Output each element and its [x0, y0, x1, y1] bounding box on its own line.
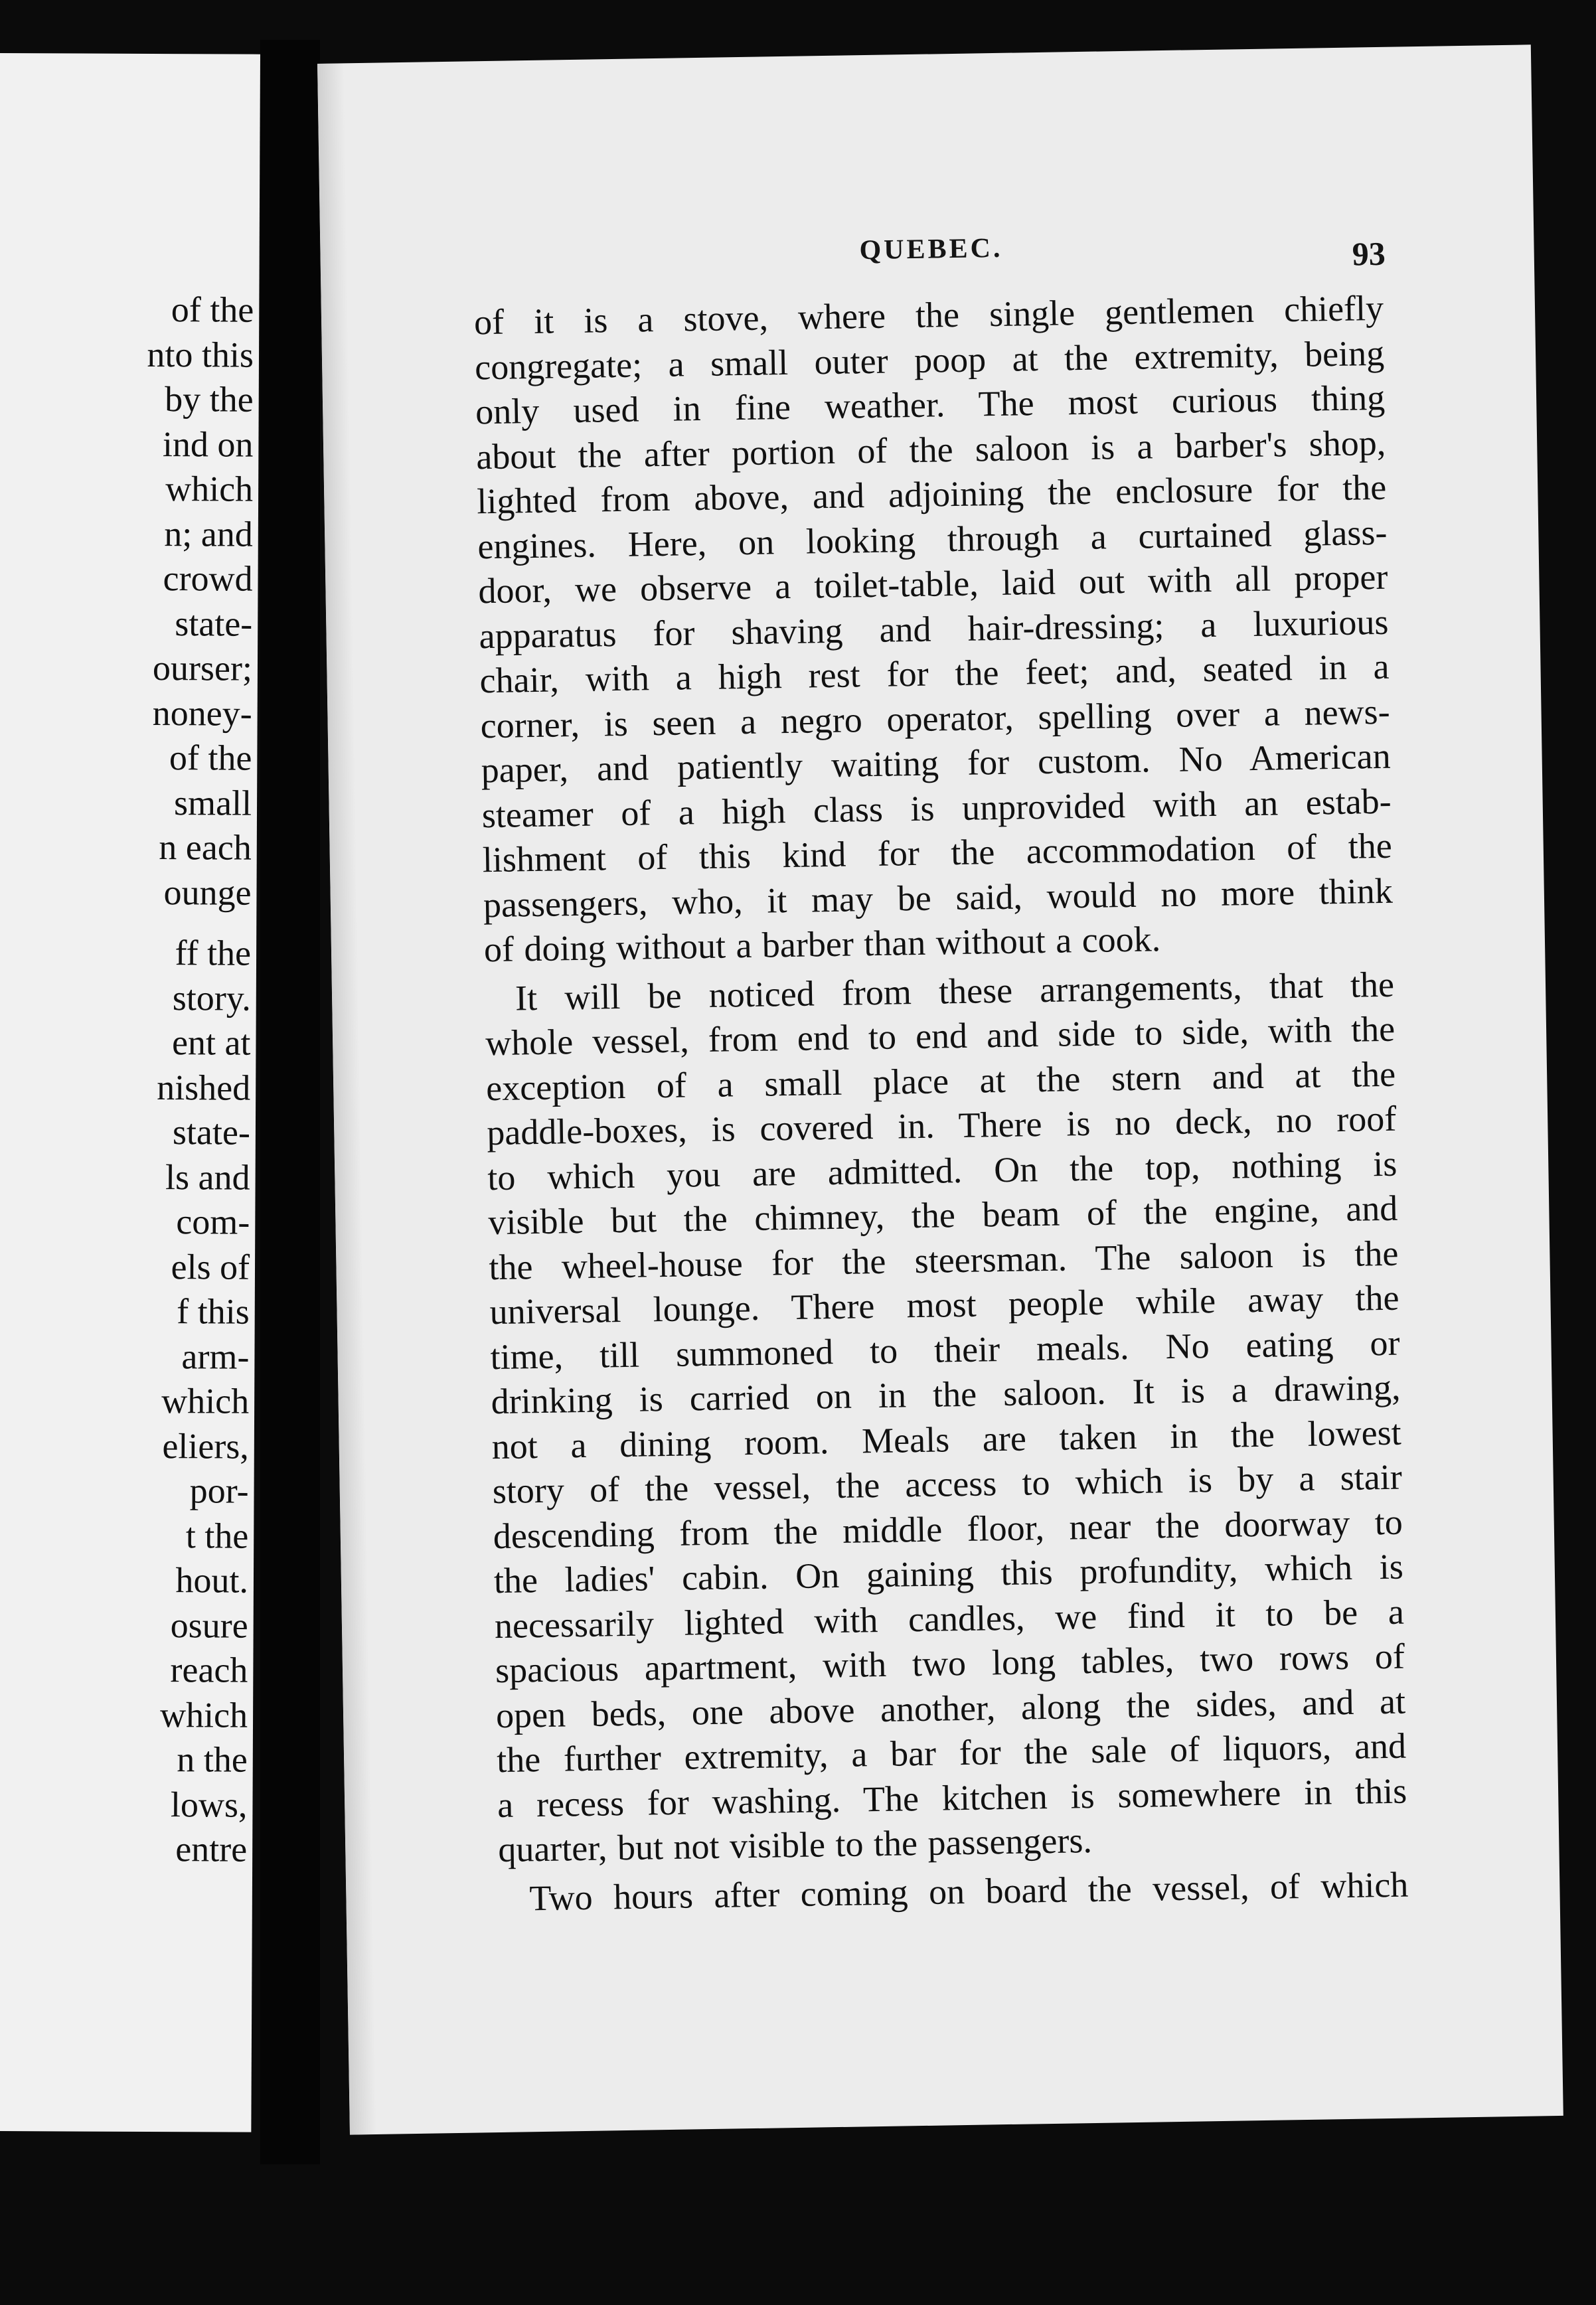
text-line: exception of a small place at the stern and at the — [485, 1054, 1396, 1108]
left-page-line: which — [161, 1381, 250, 1421]
text-line: not a dining room. Meals are taken in the lowest — [491, 1412, 1402, 1467]
text-line: time, till summoned to their meals. No eating or — [490, 1322, 1400, 1377]
text-line: corner, is seen a negro operator, spelling over a news- — [480, 691, 1390, 746]
text-line: engines. Here, on looking through a curtained glass- — [477, 512, 1388, 566]
left-facing-page — [0, 53, 260, 2132]
text-line: It will be noticed from these arrangements, that the — [515, 964, 1395, 1018]
left-page-line: nto this — [147, 334, 254, 375]
text-line: open beds, one above another, along the sides, and at — [495, 1681, 1406, 1735]
left-page-line: story. — [172, 977, 251, 1018]
running-head: QUEBEC. — [859, 232, 1003, 266]
left-page-line: ounge — [163, 872, 252, 913]
book-gutter — [260, 40, 320, 2164]
left-page-line: arm- — [181, 1336, 250, 1377]
text-line: the wheel-house for the steersman. The saloon is the — [489, 1233, 1399, 1287]
left-page-line: state- — [172, 1112, 251, 1152]
left-page-line: osure — [170, 1605, 248, 1646]
left-page-line: which — [165, 469, 254, 509]
text-line: Two hours after coming on board the vessel, of which — [528, 1864, 1409, 1918]
text-line: the ladies' cabin. On gaining this profundity, which is — [493, 1546, 1404, 1601]
page-number: 93 — [1352, 234, 1386, 273]
text-line: the further extremity, a bar for the sale of liquors, and — [496, 1725, 1407, 1781]
page-curve-shadow — [317, 63, 376, 2134]
text-line: to which you are admitted. On the top, nothing is — [487, 1143, 1397, 1198]
left-page-line: state- — [175, 603, 253, 644]
left-page-line: lows, — [170, 1784, 248, 1825]
text-line: paper, and patiently waiting for custom. No American — [481, 736, 1392, 791]
left-page-line: which — [159, 1694, 248, 1735]
left-page-line: els of — [171, 1246, 250, 1287]
text-line: of it is a stove, where the single gentlemen chiefly — [473, 287, 1384, 343]
left-page-line: small — [173, 782, 252, 823]
left-page-line: entre — [175, 1829, 248, 1869]
left-page-line: hout. — [175, 1560, 249, 1601]
right-page — [317, 44, 1563, 2134]
left-page-line: nished — [157, 1067, 251, 1108]
left-page-line: ent at — [171, 1022, 251, 1063]
text-line: of doing without a barber than without a cook. — [483, 919, 1161, 970]
text-line: congregate; a small outer poop at the extremity, being — [474, 333, 1385, 387]
text-line: universal lounge. There most people while away the — [489, 1277, 1399, 1332]
left-page-line: n the — [177, 1739, 248, 1780]
left-page-line: crowd — [163, 558, 253, 599]
left-page-line: reach — [170, 1650, 248, 1690]
text-line: drinking is carried on in the saloon. It is a drawing, — [491, 1367, 1401, 1422]
text-line: descending from the middle floor, near the doorway to — [493, 1502, 1403, 1556]
left-page-line: f this — [177, 1291, 250, 1332]
text-line: paddle-boxes, is covered in. There is no deck, no roof — [486, 1098, 1397, 1153]
left-page-line: ff the — [175, 933, 252, 973]
text-line: a recess for washing. The kitchen is somewhere in this — [497, 1771, 1407, 1825]
left-page-line: por- — [189, 1470, 249, 1511]
text-line: passengers, who, it may be said, would no more think — [483, 870, 1394, 925]
left-page-line: noney- — [152, 692, 252, 734]
left-page-line: n; and — [164, 513, 253, 554]
left-page-line: t the — [185, 1515, 249, 1556]
text-line: whole vessel, from end to end and side to side, with the — [485, 1008, 1396, 1064]
left-page-line: ind on — [162, 424, 254, 465]
left-page-line: ourser; — [152, 648, 253, 688]
body-text — [474, 286, 1409, 1921]
left-page-line: by the — [165, 379, 254, 420]
text-line: necessarily lighted with candles, we find it to be a — [494, 1591, 1405, 1646]
text-line: story of the vessel, the access to which is by a stair — [492, 1457, 1403, 1512]
text-line: chair, with a high rest for the feet; and, seated in a — [479, 646, 1390, 701]
left-page-line: com- — [176, 1202, 250, 1242]
text-line: quarter, but not visible to the passengers. — [497, 1820, 1093, 1870]
text-line: steamer of a high class is unprovided with an estab- — [481, 781, 1392, 835]
left-page-line: of the — [171, 289, 254, 330]
text-line: door, we observe a toilet-table, laid out with all proper — [478, 556, 1388, 611]
text-line: spacious apartment, with two long tables, two rows of — [495, 1636, 1405, 1691]
text-line: apparatus for shaving and hair-dressing; a luxurious — [479, 601, 1389, 656]
text-line: about the after portion of the saloon is a barber's shop, — [475, 422, 1386, 477]
text-line: lighted from above, and adjoining the enclosure for the — [476, 467, 1387, 522]
left-page-line: of the — [169, 738, 252, 778]
left-page-line: ls and — [165, 1156, 250, 1198]
text-line: visible but the chimney, the beam of the engine, and — [487, 1188, 1398, 1243]
left-page-text — [0, 285, 254, 1872]
left-page-line: n each — [159, 827, 252, 868]
text-line: lishment of this kind for the accommodation of the — [482, 825, 1393, 880]
left-page-line: eliers, — [162, 1425, 249, 1467]
text-line: only used in fine weather. The most curious thing — [475, 377, 1386, 432]
